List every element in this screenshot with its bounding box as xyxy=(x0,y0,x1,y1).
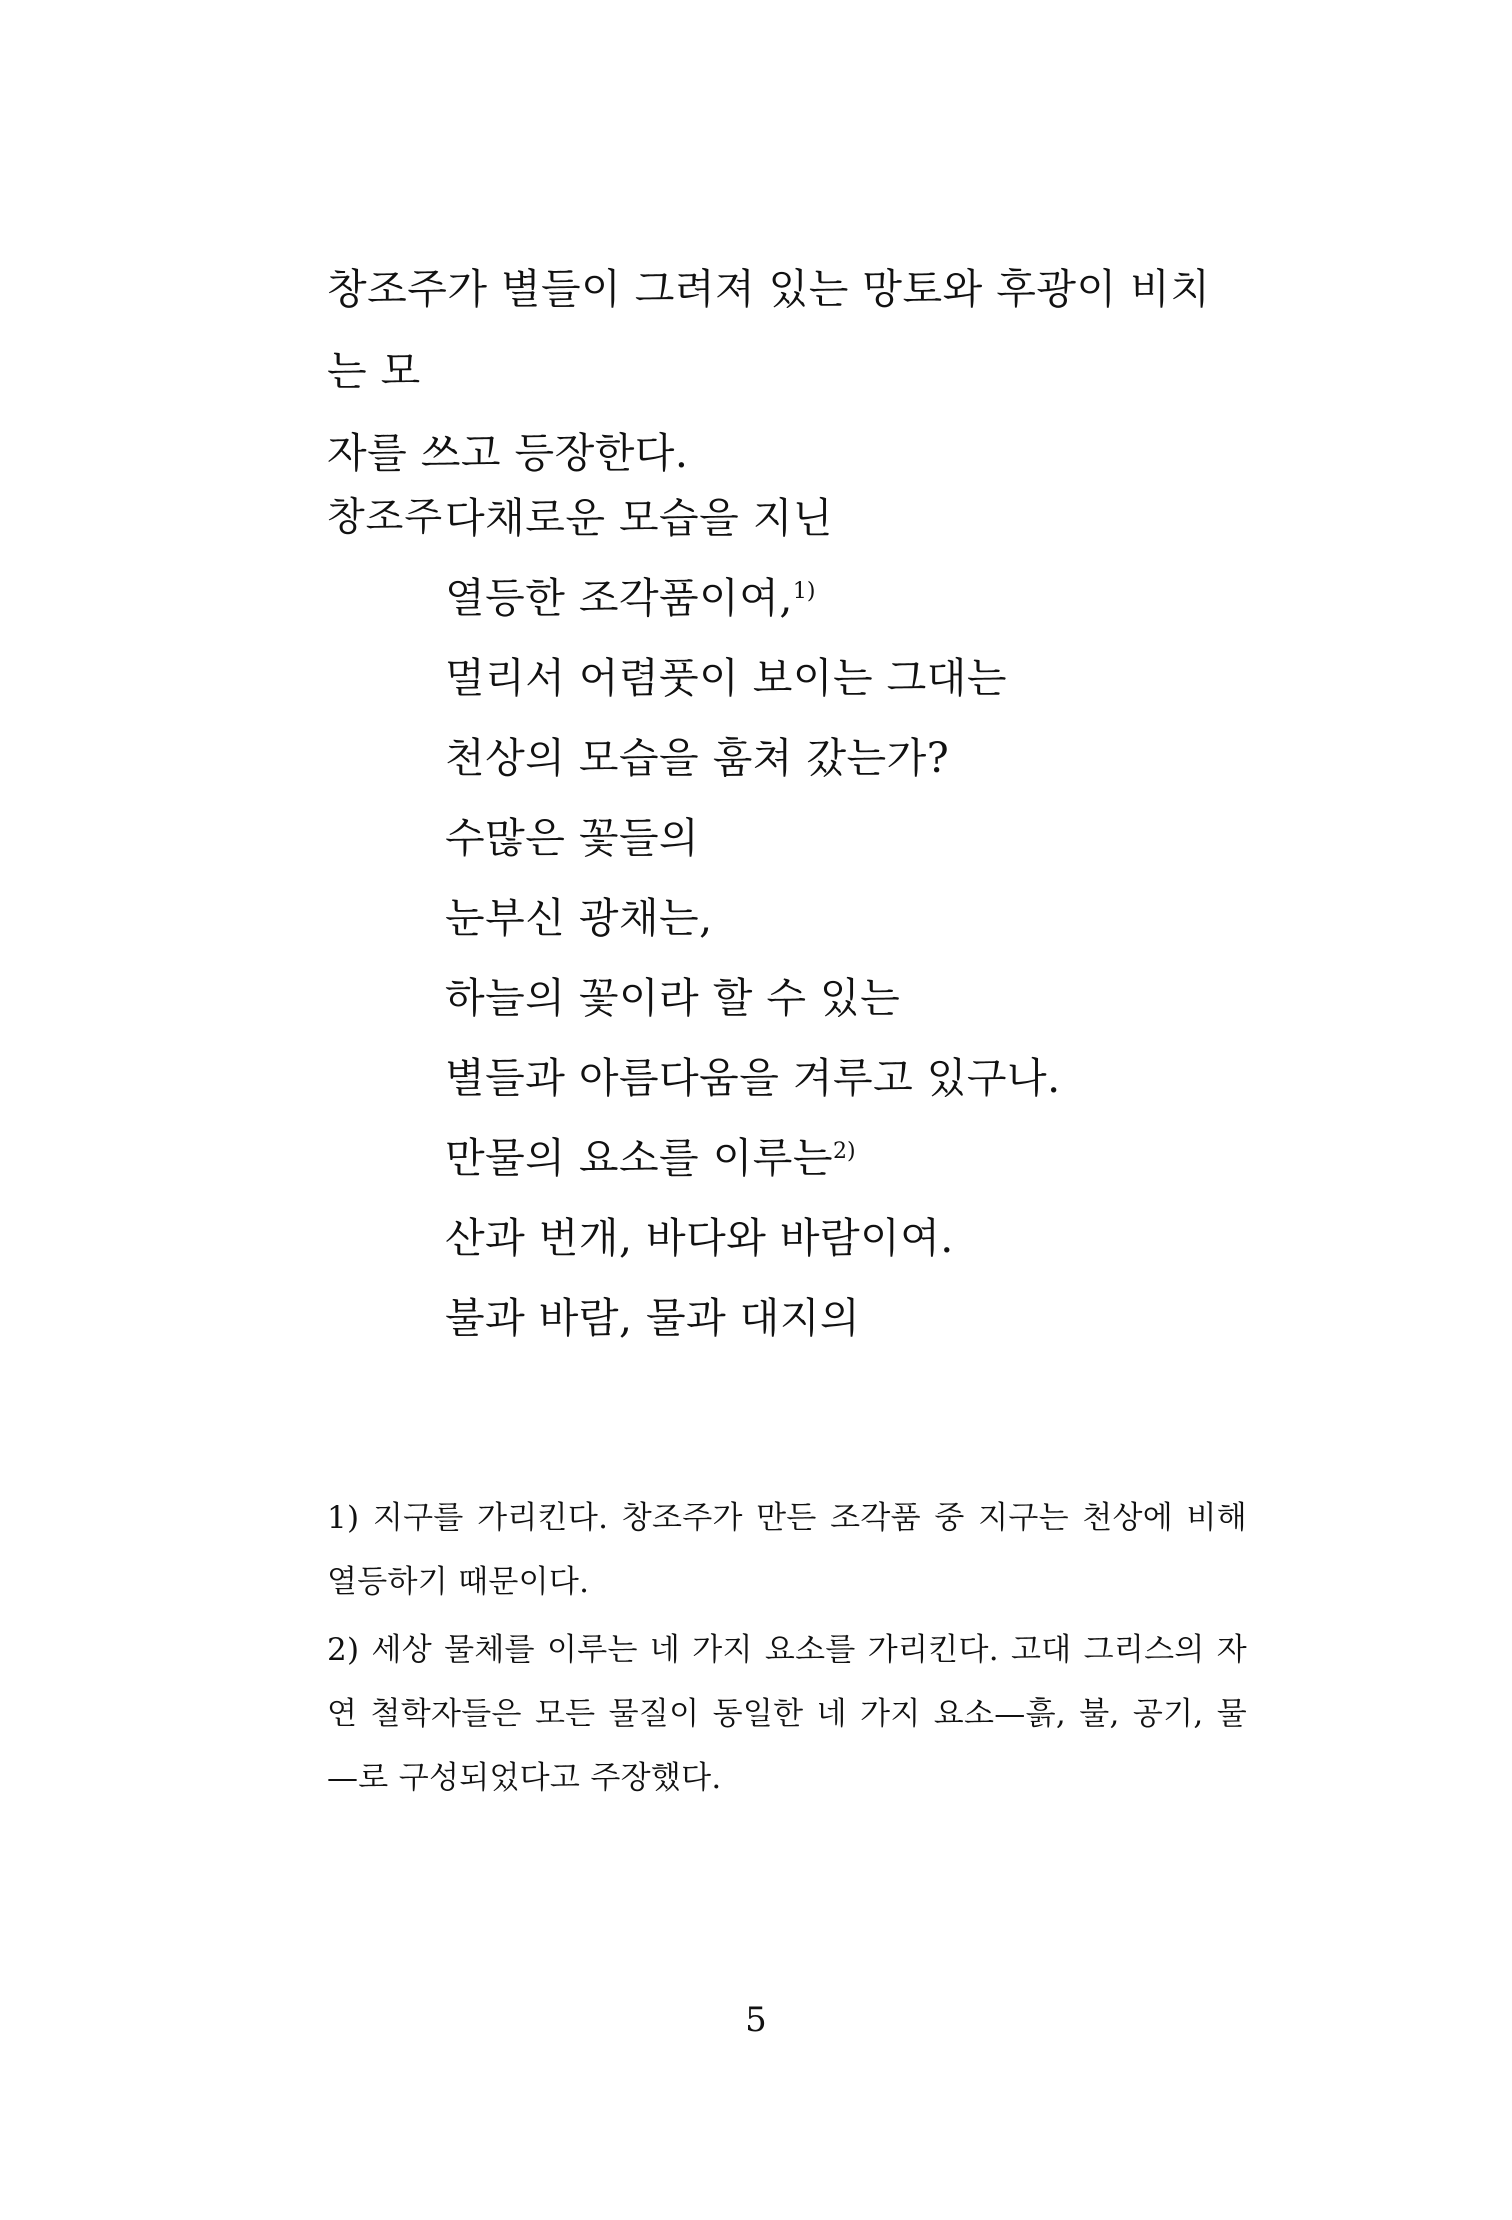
verse-line xyxy=(445,478,1245,558)
verse-text: 별들과 아름다움을 겨루고 있구나. xyxy=(445,1054,1061,1102)
verse-line xyxy=(445,1038,1245,1118)
footnotes xyxy=(327,1486,1247,1814)
verse-line xyxy=(445,1118,1245,1198)
footnote-1: 1) 지구를 가리킨다. 창조주가 만든 조각품 중 지구는 천상에 비해 열등하기 때문이다. xyxy=(327,1500,1247,1600)
verse-text: 천상의 모습을 훔쳐 갔는가? xyxy=(445,734,950,782)
verse-line xyxy=(445,1198,1245,1278)
footnote-2: 2) 세상 물체를 이루는 네 가지 요소를 가리킨다. 고대 그리스의 자연 철학자들은 모든 물질이 동일한 네 가지 요소—흙, 불, 공기, 물—로 구성되었다고 주장했다. xyxy=(327,1632,1247,1796)
verse-line xyxy=(445,558,1245,638)
verse-line xyxy=(445,958,1245,1038)
verse-text: 수많은 꽃들의 xyxy=(445,814,700,862)
verse-text: 불과 바람, 물과 대지의 xyxy=(445,1294,861,1342)
verse-line xyxy=(445,718,1245,798)
verse-line xyxy=(445,798,1245,878)
stage-direction-line: 창조주가 별들이 그려져 있는 망토와 후광이 비치는 모 xyxy=(327,265,1211,395)
verse-line xyxy=(445,638,1245,718)
verse-text: 멀리서 어렴풋이 보이는 그대는 xyxy=(445,654,1007,702)
page-number: 5 xyxy=(745,2000,767,2040)
verse-text: 열등한 조각품이여, xyxy=(445,574,793,622)
verse-lines xyxy=(445,478,1245,1358)
verse-text: 다채로운 모습을 지닌 xyxy=(445,494,834,542)
footnote-reference: 1) xyxy=(792,579,816,604)
stage-direction xyxy=(327,248,1247,494)
verse-text: 산과 번개, 바다와 바람이여. xyxy=(445,1214,954,1262)
stage-direction-line: 자를 쓰고 등장한다. xyxy=(327,429,689,477)
verse-text: 만물의 요소를 이루는 xyxy=(445,1134,834,1182)
verse-line xyxy=(445,878,1245,958)
speaker-name: 창조주 xyxy=(327,495,444,540)
footnote-reference: 2) xyxy=(833,1139,856,1164)
verse-text: 눈부신 광채는, xyxy=(445,894,713,942)
verse-text: 하늘의 꽃이라 할 수 있는 xyxy=(445,974,901,1022)
verse-line xyxy=(445,1278,1245,1358)
